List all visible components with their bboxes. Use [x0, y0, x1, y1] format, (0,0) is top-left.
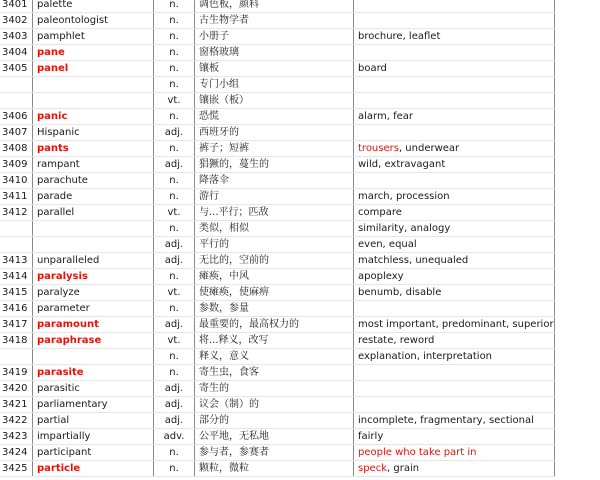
entry-number: 3416	[0, 301, 33, 317]
part-of-speech-cell: n.	[154, 29, 195, 45]
chinese-meaning-cell: 裤子；短裤	[195, 141, 354, 157]
synonyms-cell	[354, 397, 555, 413]
synonyms-cell: most important, predominant, superior	[354, 317, 555, 333]
synonyms-cell	[354, 93, 555, 109]
entry-number: 3418	[0, 333, 33, 349]
table-row	[0, 365, 555, 381]
part-of-speech-cell: n.	[154, 461, 195, 477]
word-cell: impartially	[33, 429, 154, 445]
table-row	[0, 0, 555, 13]
entry-number: 3422	[0, 413, 33, 429]
chinese-meaning-cell: 类似，相似	[195, 221, 354, 237]
chinese-meaning-cell: 将...释义，改写	[195, 333, 354, 349]
word-cell: paraphrase	[33, 333, 154, 349]
synonyms-cell: brochure, leaflet	[354, 29, 555, 45]
table-row	[0, 445, 555, 461]
part-of-speech-cell: vt.	[154, 333, 195, 349]
part-of-speech-cell: n.	[154, 173, 195, 189]
synonyms-cell: wild, extravagant	[354, 157, 555, 173]
entry-number: 3411	[0, 189, 33, 205]
synonym-rest: , grain	[387, 463, 420, 474]
entry-number: 3424	[0, 445, 33, 461]
part-of-speech-cell: adv.	[154, 429, 195, 445]
table-row	[0, 29, 555, 45]
table-row	[0, 141, 555, 157]
synonym-highlight: speck	[358, 463, 387, 474]
entry-number: 3414	[0, 269, 33, 285]
word-cell: pants	[33, 141, 154, 157]
part-of-speech-cell: adj.	[154, 253, 195, 269]
table-row	[0, 349, 555, 365]
word-cell: parachute	[33, 173, 154, 189]
table-row	[0, 221, 555, 237]
part-of-speech-cell: adj.	[154, 397, 195, 413]
entry-number	[0, 77, 33, 93]
entry-number: 3405	[0, 61, 33, 77]
word-cell: paleontologist	[33, 13, 154, 29]
table-row	[0, 205, 555, 221]
synonyms-cell	[354, 45, 555, 61]
part-of-speech-cell: adj.	[154, 125, 195, 141]
chinese-meaning-cell: 参数，参量	[195, 301, 354, 317]
word-cell: parade	[33, 189, 154, 205]
table-row	[0, 381, 555, 397]
synonyms-cell: benumb, disable	[354, 285, 555, 301]
table-row	[0, 61, 555, 77]
entry-number: 3409	[0, 157, 33, 173]
word-cell: panel	[33, 61, 154, 77]
part-of-speech-cell: n.	[154, 269, 195, 285]
chinese-meaning-cell: 平行的	[195, 237, 354, 253]
part-of-speech-cell: n.	[154, 445, 195, 461]
synonym-rest: , underwear	[398, 143, 460, 154]
word-cell: Hispanic	[33, 125, 154, 141]
part-of-speech-cell: n.	[154, 109, 195, 125]
chinese-meaning-cell: 瘫痪，中风	[195, 269, 354, 285]
synonyms-cell	[354, 381, 555, 397]
part-of-speech-cell: n.	[154, 13, 195, 29]
table-row	[0, 93, 555, 109]
part-of-speech-cell: n.	[154, 45, 195, 61]
entry-number: 3413	[0, 253, 33, 269]
part-of-speech-cell: n.	[154, 77, 195, 93]
word-cell: rampant	[33, 157, 154, 173]
word-cell: participant	[33, 445, 154, 461]
word-cell: parasitic	[33, 381, 154, 397]
part-of-speech-cell: n.	[154, 349, 195, 365]
entry-number: 3410	[0, 173, 33, 189]
word-cell	[33, 237, 154, 253]
chinese-meaning-cell: 议会（制）的	[195, 397, 354, 413]
part-of-speech-cell: adj.	[154, 317, 195, 333]
entry-number: 3412	[0, 205, 33, 221]
table-row	[0, 45, 555, 61]
chinese-meaning-cell: 寄生的	[195, 381, 354, 397]
table-row	[0, 157, 555, 173]
word-cell	[33, 77, 154, 93]
synonyms-cell	[354, 365, 555, 381]
word-cell	[33, 221, 154, 237]
part-of-speech-cell: n.	[154, 365, 195, 381]
word-cell: panic	[33, 109, 154, 125]
chinese-meaning-cell: 部分的	[195, 413, 354, 429]
word-cell: pamphlet	[33, 29, 154, 45]
chinese-meaning-cell: 镶板	[195, 61, 354, 77]
synonyms-cell	[354, 173, 555, 189]
part-of-speech-cell: adj.	[154, 157, 195, 173]
chinese-meaning-cell: 参与者，参赛者	[195, 445, 354, 461]
entry-number: 3408	[0, 141, 33, 157]
word-cell: parasite	[33, 365, 154, 381]
table-row	[0, 333, 555, 349]
table-row	[0, 317, 555, 333]
chinese-meaning-cell: 专门小组	[195, 77, 354, 93]
entry-number	[0, 93, 33, 109]
entry-number: 3402	[0, 13, 33, 29]
synonyms-cell: people who take part in	[354, 445, 555, 461]
chinese-meaning-cell: 猖獗的，蔓生的	[195, 157, 354, 173]
chinese-meaning-cell: 无比的，空前的	[195, 253, 354, 269]
chinese-meaning-cell: 古生物学者	[195, 13, 354, 29]
table-row	[0, 461, 555, 477]
chinese-meaning-cell: 降落伞	[195, 173, 354, 189]
word-cell: palette	[33, 0, 154, 13]
part-of-speech-cell: n.	[154, 221, 195, 237]
entry-number: 3415	[0, 285, 33, 301]
entry-number: 3420	[0, 381, 33, 397]
word-cell: parameter	[33, 301, 154, 317]
part-of-speech-cell: adj.	[154, 237, 195, 253]
synonyms-cell	[354, 125, 555, 141]
synonyms-cell: even, equal	[354, 237, 555, 253]
table-row	[0, 413, 555, 429]
chinese-meaning-cell: 最重要的，最高权力的	[195, 317, 354, 333]
synonyms-cell	[354, 301, 555, 317]
entry-number	[0, 349, 33, 365]
word-cell: parliamentary	[33, 397, 154, 413]
table-row	[0, 173, 555, 189]
chinese-meaning-cell: 释义，意义	[195, 349, 354, 365]
part-of-speech-cell: vt.	[154, 93, 195, 109]
part-of-speech-cell: n.	[154, 301, 195, 317]
chinese-meaning-cell: 小册子	[195, 29, 354, 45]
entry-number: 3404	[0, 45, 33, 61]
entry-number: 3419	[0, 365, 33, 381]
table-row	[0, 13, 555, 29]
word-cell: paramount	[33, 317, 154, 333]
word-cell: paralyze	[33, 285, 154, 301]
chinese-meaning-cell: 颗粒，微粒	[195, 461, 354, 477]
table-row	[0, 237, 555, 253]
table-row	[0, 429, 555, 445]
word-cell	[33, 349, 154, 365]
synonyms-cell: apoplexy	[354, 269, 555, 285]
table-row	[0, 269, 555, 285]
synonyms-cell: restate, reword	[354, 333, 555, 349]
part-of-speech-cell: vt.	[154, 205, 195, 221]
entry-number: 3406	[0, 109, 33, 125]
word-cell: particle	[33, 461, 154, 477]
chinese-meaning-cell: 寄生虫，食客	[195, 365, 354, 381]
part-of-speech-cell: n.	[154, 141, 195, 157]
synonyms-cell: fairly	[354, 429, 555, 445]
entry-number: 3425	[0, 461, 33, 477]
synonyms-cell	[354, 13, 555, 29]
chinese-meaning-cell: 西班牙的	[195, 125, 354, 141]
table-row	[0, 189, 555, 205]
chinese-meaning-cell: 窗格玻璃	[195, 45, 354, 61]
entry-number: 3401	[0, 0, 33, 13]
word-cell: parallel	[33, 205, 154, 221]
table-row	[0, 301, 555, 317]
entry-number	[0, 221, 33, 237]
entry-number: 3403	[0, 29, 33, 45]
synonyms-cell: explanation, interpretation	[354, 349, 555, 365]
word-cell: unparalleled	[33, 253, 154, 269]
word-cell	[33, 93, 154, 109]
synonyms-cell	[354, 461, 555, 477]
chinese-meaning-cell: 镶嵌（板）	[195, 93, 354, 109]
chinese-meaning-cell: 游行	[195, 189, 354, 205]
synonyms-cell: march, procession	[354, 189, 555, 205]
word-cell: pane	[33, 45, 154, 61]
chinese-meaning-cell: 使瘫痪，使麻痹	[195, 285, 354, 301]
synonyms-cell	[354, 77, 555, 93]
word-cell: paralysis	[33, 269, 154, 285]
synonyms-cell: alarm, fear	[354, 109, 555, 125]
synonyms-cell: compare	[354, 205, 555, 221]
part-of-speech-cell: n.	[154, 0, 195, 13]
entry-number	[0, 237, 33, 253]
word-cell: partial	[33, 413, 154, 429]
table-row	[0, 77, 555, 93]
table-row	[0, 285, 555, 301]
chinese-meaning-cell: 调色板，颜料	[195, 0, 354, 13]
table-row	[0, 109, 555, 125]
synonyms-cell	[354, 0, 555, 13]
chinese-meaning-cell: 恐慌	[195, 109, 354, 125]
table-row	[0, 397, 555, 413]
entry-number: 3421	[0, 397, 33, 413]
synonyms-cell	[354, 141, 555, 157]
synonym-highlight: trousers	[358, 143, 399, 154]
entry-number: 3423	[0, 429, 33, 445]
table-row	[0, 125, 555, 141]
table-row	[0, 253, 555, 269]
entry-number: 3417	[0, 317, 33, 333]
part-of-speech-cell: vt.	[154, 285, 195, 301]
part-of-speech-cell: adj.	[154, 381, 195, 397]
part-of-speech-cell: adj.	[154, 413, 195, 429]
part-of-speech-cell: n.	[154, 61, 195, 77]
synonyms-cell: similarity, analogy	[354, 221, 555, 237]
chinese-meaning-cell: 公平地，无私地	[195, 429, 354, 445]
part-of-speech-cell: n.	[154, 189, 195, 205]
synonyms-cell: incomplete, fragmentary, sectional	[354, 413, 555, 429]
synonyms-cell: board	[354, 61, 555, 77]
chinese-meaning-cell: 与...平行；匹敌	[195, 205, 354, 221]
synonyms-cell: matchless, unequaled	[354, 253, 555, 269]
entry-number: 3407	[0, 125, 33, 141]
